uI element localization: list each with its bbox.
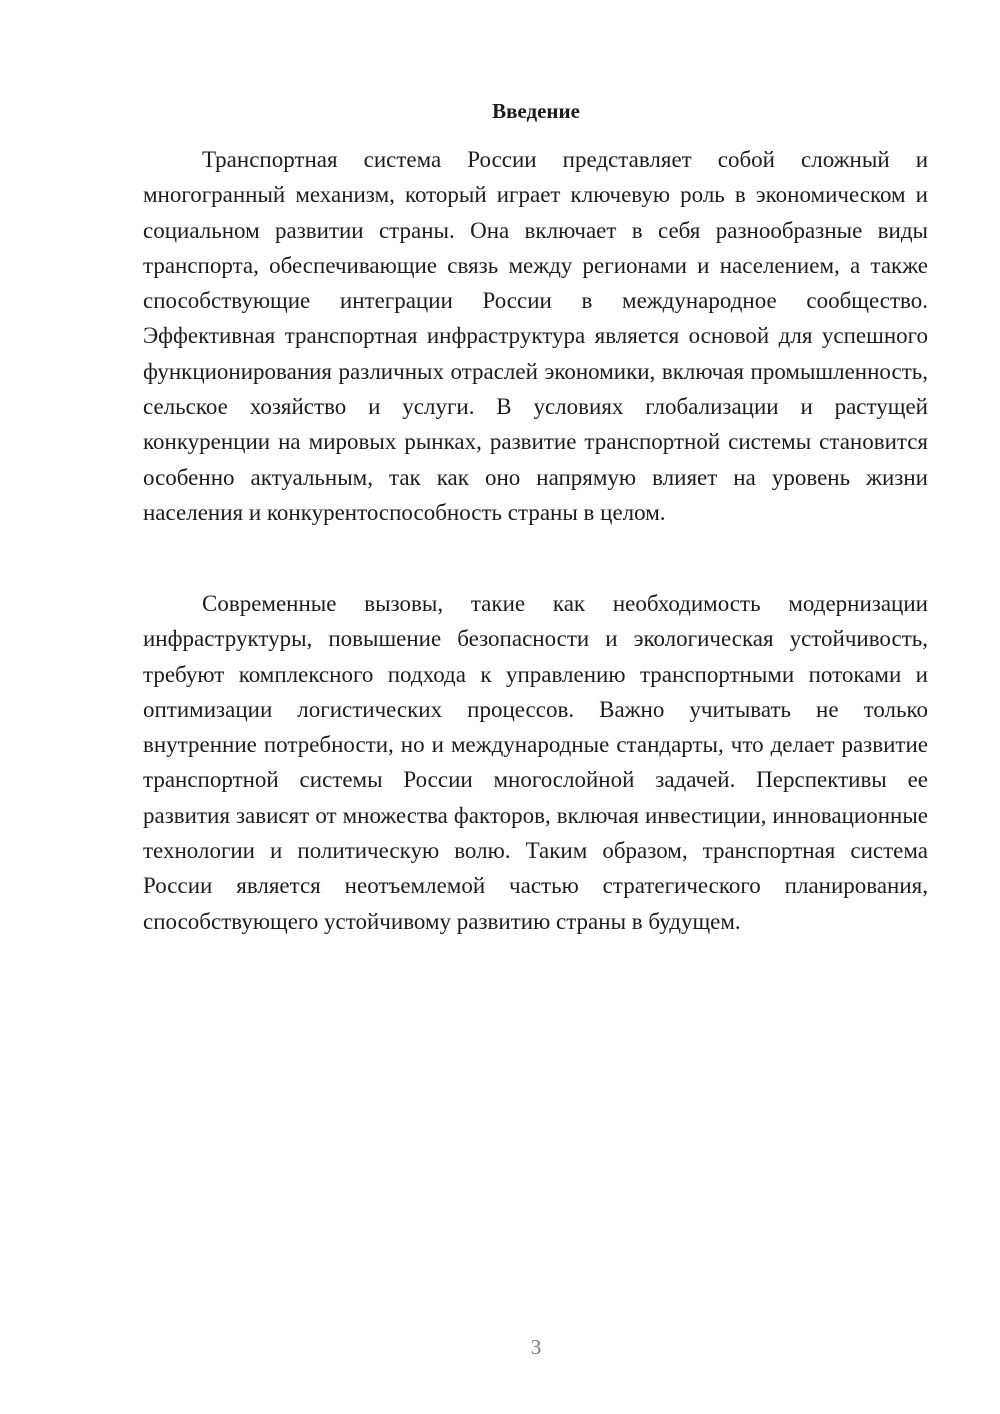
paragraph-intro: Транспортная система России представляет собой сложный и многогранный механизм, который играет ключевую роль в экономическом и социальном развитии страны. Она включает в себя разнообразные виды транспорта, обеспечивающие связь между регионами и населением, а также способствующие интеграции России в международное сообщество. Эффективная транспортная инфраструктура является основой для успешного функционирования различных отраслей экономики, включая промышленность, сельское хозяйство и услуги. В условиях глобализации и растущей конкуренции на мировых рынках, развитие транспортной системы становится особенно актуальным, так как оно напрямую влияет на уровень жизни населения и конкурентоспособность страны в целом. [143,147,928,525]
page-title: Введение [492,99,580,123]
page-number: 3 [530,1335,542,1359]
paragraph-challenges: Современные вызовы, такие как необходимость модернизации инфраструктуры, повышение безопасности и экологическая устойчивость, требуют комплексного подхода к управлению транспортными потоками и оптимизации логистических процессов. Важно учитывать не только внутренние потребности, но и международные стандарты, что делает развитие транспортной системы России многослойной задачей. Перспективы ее развития зависят от множества факторов, включая инвестиции, инновационные технологии и политическую волю. Таким образом, транспортная система России является неотъемлемой частью стратегического планирования, способствующего устойчивому развитию страны в будущем. [143,591,928,934]
